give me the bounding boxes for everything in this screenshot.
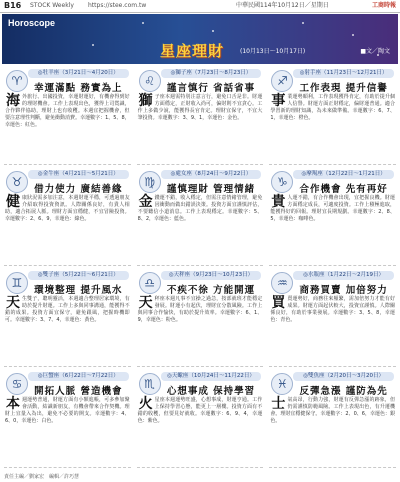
sign-label: ◎摩羯座（12月22日～1月21日）: [293, 170, 394, 179]
leo-icon: ♌: [139, 70, 161, 92]
horoscope-leo: [137, 68, 264, 165]
drop-cap: 買: [271, 295, 286, 311]
drop-cap: 士: [271, 396, 286, 412]
horoscope-virgo: [137, 169, 264, 266]
cancer-icon: ♋: [6, 373, 28, 395]
body-text: 秤座本週凡事不宜操之過急，按部就班才能穩定發展。財運小有起伏，理財宜分散風險。工作上與同事合作愉快，有助於提升效率。幸運數字：6、1、9，幸運色：粉色。: [137, 296, 263, 323]
sign-label: ◎射手座（11月23日～12月21日）: [293, 69, 394, 78]
drop-cap: 金: [138, 194, 153, 210]
gemini-icon: ♊: [6, 272, 28, 294]
scorpio-icon: ♏: [139, 373, 161, 395]
headline: 謹言慎行 省話省事: [166, 83, 256, 94]
aquarius-icon: ♒: [271, 272, 293, 294]
page-number: B16: [4, 1, 22, 10]
body-text: 康狀況需多加注意，本週財運平穩，可透過朋友介紹取得投資資訊。人際關係良好，有貴人相助，適合拓展人脈。理財方面宜穩健，不宜冒險投資。幸運數字：2、6、9，幸運色：綠色。: [5, 195, 130, 222]
headline: 不疾不徐 方能開運: [166, 285, 256, 296]
sagittarius-icon: ♐: [271, 70, 293, 92]
horoscope-aquarius: [269, 270, 396, 367]
libra-icon: ♎: [139, 272, 161, 294]
capricorn-icon: ♑: [271, 171, 293, 193]
author-credit: ■文／陶文: [360, 48, 390, 55]
drop-cap: 事: [271, 93, 286, 109]
body-text: 週運勢普通，財運方面有小額進帳，可多參加聚會活動，結識新朋友，有機會帶來合作契機。理財上宜量入為出，避免不必要的開支。幸運數字：4、6、0，幸運色：白色。: [5, 397, 130, 424]
headline: 借力使力 廣結善緣: [34, 184, 123, 195]
issue-date: 中華民國114年10月12日／星期日: [236, 2, 329, 9]
headline: 心想事成 保持學習: [166, 386, 256, 397]
virgo-icon: ♍: [139, 171, 161, 193]
headline: 謹慎理財 管理情緒: [166, 184, 256, 195]
headline: 商務買賣 加倍努力: [299, 285, 388, 296]
sign-label: ◎牡羊座（3月21日～4月20日）: [28, 69, 129, 78]
headline: 工作表現 提升信譽: [299, 83, 388, 94]
brand-label: STOCK Weekly: [30, 2, 74, 9]
sign-label: ◎天秤座（9月23日～10月23日）: [161, 271, 262, 280]
pisces-icon: ♓: [271, 373, 293, 395]
horoscope-aries: [4, 68, 131, 165]
drop-cap: 天: [138, 295, 153, 311]
paper-logo: 工商時報: [371, 2, 396, 9]
drop-cap: 海: [6, 93, 20, 109]
horoscope-sagittarius: [269, 68, 396, 165]
body-text: 人運不錯，有合作機會出現，宜把握良機。財運方面穩定成長，可適度投資。工作上積極進取，能獲得好的回報。理財宜長期規劃。幸運數字：2、8、5，幸運色：咖啡色。: [270, 195, 395, 222]
page-footer: 責任主編／劉家宏 編輯／許巧慧: [4, 474, 80, 480]
sign-label: ◎雙魚座（2月20日～3月20日）: [293, 372, 394, 381]
sign-label: ◎巨蟹座（6月22日～7月22日）: [28, 372, 129, 381]
horoscope-pisces: [269, 371, 396, 468]
sign-label: ◎處女座（8月24日～9月22日）: [161, 170, 262, 179]
headline: 環境整理 提升風水: [34, 285, 123, 296]
page-header: [0, 0, 400, 13]
body-text: 生雙子，聰明靈活，本週適合整理居家環境，有助於提升財運。工作上多與同事溝通，能獲得不錯的成果。投資方面宜保守，避免跟風，把握時機即可。幸運數字：3、7、4，幸運色：黃色。: [5, 296, 130, 323]
horoscope-libra: [137, 270, 264, 367]
aries-icon: ♈: [6, 70, 28, 92]
headline: 反彈急漲 謹防為先: [299, 386, 388, 397]
horoscope-capricorn: [269, 169, 396, 266]
headline: 開拓人脈 營造機會: [34, 386, 123, 397]
section-label: Horoscope: [8, 18, 56, 28]
drop-cap: 天: [6, 295, 20, 311]
drop-cap: 本: [6, 396, 20, 412]
sign-label: ◎水瓶座（1月22日～2月19日）: [293, 271, 394, 280]
sign-label: ◎獅子座（7月23日～8月23日）: [161, 69, 262, 78]
horoscope-scorpio: [137, 371, 264, 468]
date-range: (10月13日～10月17日): [240, 48, 306, 55]
sign-label: ◎天蠍座（10月24日～11月22日）: [161, 372, 262, 381]
horoscope-grid: [4, 68, 396, 468]
body-text: 氣高昂，行動力強，財運有反彈急漲的跡象，但仍需謹慎防範風險。工作上表現出色，有升遷機會。理財宜穩健保守。幸運數字：2、0、6，幸運色：銀色。: [270, 397, 395, 424]
drop-cap: 獅: [138, 93, 153, 109]
drop-cap: 火: [138, 396, 153, 412]
body-text: 外旅行、出國投資，幸運財運好，有機會得到好的理財機會。工作上表現出色，獲得上司賞識，合作夥伴協助，理財上也有收穫。本週宜把握機會，但要注意理性判斷，避免衝動消費。幸運數字：1、5、8，幸運色：紅色。: [5, 94, 130, 128]
body-text: 子座本週需特別注意言行，避免口舌是非。財運方面穩定，正財收入尚可，偏財則不宜貪心。工作上多做少說，能獲得長官肯定。理財宜保守，不宜大筆投資。幸運數字：3、9、1，幸運色：金色。: [137, 94, 263, 121]
site-url[interactable]: https://stee.com.tw: [88, 2, 147, 9]
horoscope-cancer: [4, 371, 131, 468]
body-text: 業運勢順利，工作表現獲得肯定，有助於提升個人信譽。財運方面正財穩定，偏財運普通。適合學習新的理財知識，為未來做準備。幸運數字：6、7、1，幸運色：橙色。: [270, 94, 395, 121]
sign-label: ◎雙子座（5月22日～6月21日）: [28, 271, 129, 280]
body-text: 星座本週運勢旺盛，心想事成，財運亨通。工作上保持學習心態，能更上一層樓。投資方面有不錯的收穫，但要見好就收。幸運數字：6、9、4，幸運色：紫色。: [137, 397, 263, 424]
page-title: 星座理財: [160, 42, 225, 60]
sign-label: ◎金牛座（4月21日～5月21日）: [28, 170, 129, 179]
horoscope-gemini: [4, 270, 131, 367]
body-text: 錢運不錯，收入穩定，但需注意情緒管理，避免因衝動而做出錯誤決策。投資方面宜謹慎評估，不要聽信小道消息。工作上表現穩定。幸運數字：5、8、2，幸運色：藍色。: [137, 195, 263, 222]
headline: 合作機會 先有再好: [299, 184, 388, 195]
taurus-icon: ♉: [6, 171, 28, 193]
horoscope-banner: [2, 14, 398, 64]
horoscope-taurus: [4, 169, 131, 266]
headline: 幸運滿點 務實為上: [34, 83, 123, 94]
drop-cap: 健: [6, 194, 20, 210]
body-text: 賣運勢好，商務往來頻繁，需加倍努力才能有好成果。財運方面起伏較大，投資宜謹慎。人際關係良好，有助於事業發展。幸運數字：3、5、8，幸運色：青色。: [270, 296, 395, 323]
drop-cap: 貴: [271, 194, 286, 210]
